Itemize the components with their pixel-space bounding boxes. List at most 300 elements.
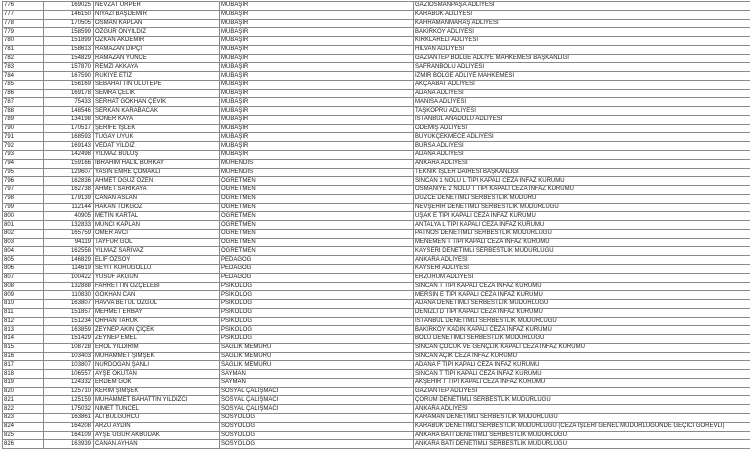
cell-office: ANKARA ADLİYESİ <box>414 159 750 168</box>
cell-office: TAŞKÖPRÜ ADLİYESİ <box>414 107 750 116</box>
cell-office: MANİSA ADLİYESİ <box>414 98 750 107</box>
cell-row_no: 803 <box>3 238 44 247</box>
cell-name: REMZİ AKKAYA <box>94 63 220 72</box>
cell-id: 163861 <box>44 413 94 422</box>
cell-name: EROL YILDIRIM <box>94 343 220 352</box>
cell-title: MÜBAŞİR <box>220 63 414 72</box>
cell-row_no: 823 <box>3 413 44 422</box>
cell-id: 165759 <box>44 229 94 238</box>
cell-row_no: 792 <box>3 142 44 151</box>
cell-id: 114619 <box>44 264 94 273</box>
cell-id: 163807 <box>44 300 94 309</box>
cell-office: ADANA ADLİYESİ <box>414 151 750 160</box>
cell-id: 146829 <box>44 256 94 265</box>
cell-name: MÜNCİ KAPLAN <box>94 221 220 230</box>
cell-title: MÜBAŞİR <box>220 37 414 46</box>
cell-title: ÖĞRETMEN <box>220 186 414 195</box>
cell-name: YILMAZ SARIVAZ <box>94 247 220 256</box>
cell-row_no: 793 <box>3 151 44 160</box>
cell-office: NEVŞEHİR DENETİMLİ SERBESTLİK MÜDÜRLÜĞÜ <box>414 203 750 212</box>
table-row <box>3 440 750 449</box>
cell-office: BURSA ADLİYESİ <box>414 142 750 151</box>
cell-row_no: 817 <box>3 361 44 370</box>
table-row <box>3 54 750 63</box>
cell-office: ANKARA ADLİYESİ <box>414 256 750 265</box>
cell-id: 134198 <box>44 115 94 124</box>
cell-name: ELİF ÖZSOY <box>94 256 220 265</box>
cell-id: 142498 <box>44 151 94 160</box>
cell-name: ERDEM GÖK <box>94 378 220 387</box>
table-row <box>3 317 750 326</box>
cell-id: 108728 <box>44 343 94 352</box>
cell-name: VEDAT YILDIZ <box>94 142 220 151</box>
cell-name: YASİN EMRE ÇÖMAKLI <box>94 168 220 177</box>
cell-name: SEYİT KURUGÖLLÜ <box>94 264 220 273</box>
cell-id: 110830 <box>44 291 94 300</box>
cell-id: 148546 <box>44 107 94 116</box>
cell-id: 156169 <box>44 80 94 89</box>
cell-title: MÜBAŞİR <box>220 19 414 28</box>
table-row <box>3 19 750 28</box>
cell-name: AHMET SARIKAYA <box>94 186 220 195</box>
cell-office: DENİZLİ D TİPİ KAPALI CEZA İNFAZ KURUMU <box>414 308 750 317</box>
cell-row_no: 801 <box>3 221 44 230</box>
cell-row_no: 782 <box>3 54 44 63</box>
table-row <box>3 177 750 186</box>
cell-office: ADANA ADLİYESİ <box>414 89 750 98</box>
cell-office: GAZİOSMANPAŞA ADLİYESİ <box>414 2 750 11</box>
table-row <box>3 203 750 212</box>
cell-title: MÜBAŞİR <box>220 54 414 63</box>
cell-office: DÜZCE DENETİMLİ SERBESTLİK MÜDÜRÜ <box>414 194 750 203</box>
cell-id: 103403 <box>44 352 94 361</box>
cell-name: ALİ BULGURCU <box>94 413 220 422</box>
cell-row_no: 826 <box>3 440 44 449</box>
cell-name: ORHAN TARUK <box>94 317 220 326</box>
cell-office: İSTANBUL DENETİMLİ SERBESTLİK MÜDÜRLÜĞÜ <box>414 317 750 326</box>
table-row <box>3 352 750 361</box>
cell-name: AHMET OĞUZ ÖZEN <box>94 177 220 186</box>
cell-id: 163859 <box>44 326 94 335</box>
cell-id: 158613 <box>44 45 94 54</box>
cell-office: SİNCAN T TİPİ KAPALI CEZA İNFAZ KURUMU <box>414 282 750 291</box>
table-row <box>3 308 750 317</box>
cell-office: SİNCAN ÇOCUK VE GENÇLİK KAPALI CEZA İNFAZ KURUMU <box>414 343 750 352</box>
cell-title: SAĞLIK MEMURU <box>220 361 414 370</box>
cell-name: ZEYNEP EMEL <box>94 335 220 344</box>
cell-title: PEDAGOG <box>220 256 414 265</box>
cell-id: 129607 <box>44 168 94 177</box>
table-row <box>3 273 750 282</box>
cell-office: BAKIRKÖY ADLİYESİ <box>414 28 750 37</box>
cell-name: ŞERİFE İŞLEK <box>94 124 220 133</box>
cell-name: NİMET TUNCEL <box>94 405 220 414</box>
cell-row_no: 807 <box>3 273 44 282</box>
cell-name: SEMRA ÇELİK <box>94 89 220 98</box>
table-row <box>3 264 750 273</box>
cell-title: MÜBAŞİR <box>220 115 414 124</box>
cell-id: 75433 <box>44 98 94 107</box>
cell-title: PSİKOLOG <box>220 282 414 291</box>
cell-row_no: 819 <box>3 378 44 387</box>
cell-title: MÜBAŞİR <box>220 98 414 107</box>
cell-row_no: 794 <box>3 159 44 168</box>
cell-name: İBRAHİM HALİL BURKAY <box>94 159 220 168</box>
cell-name: FAHRETTİN ÖZÇELEBİ <box>94 282 220 291</box>
cell-name: YUSUF AKGÜN <box>94 273 220 282</box>
table-row <box>3 396 750 405</box>
cell-name: YILMAZ BULUŞ <box>94 151 220 160</box>
cell-office: HİLVAN ADLİYESİ <box>414 45 750 54</box>
cell-name: TUĞAY UYUK <box>94 133 220 142</box>
cell-office: UŞAK E TİPİ KAPALI CEZA İNFAZ KURUMU <box>414 212 750 221</box>
cell-row_no: 822 <box>3 405 44 414</box>
cell-name: CANAN ASLAN <box>94 194 220 203</box>
table-row <box>3 133 750 142</box>
cell-name: SEBAHATTİN ULUTEPE <box>94 80 220 89</box>
cell-id: 163939 <box>44 440 94 449</box>
cell-office: KAYSERİ ADLİYESİ <box>414 264 750 273</box>
table-row <box>3 168 750 177</box>
cell-title: MÜBAŞİR <box>220 124 414 133</box>
cell-office: KARABÜK DENETİMLİ SERBESTLİK MÜDÜRLÜĞÜ (CEZA İŞLERİ GENEL MÜDÜRLÜĞÜNDE GEÇİCİ GÖREVLİ) <box>414 422 750 431</box>
table-row <box>3 98 750 107</box>
cell-title: MÜBAŞİR <box>220 151 414 160</box>
cell-name: RAMAZAN DİPÇİ <box>94 45 220 54</box>
cell-row_no: 796 <box>3 177 44 186</box>
cell-row_no: 783 <box>3 63 44 72</box>
cell-title: PSİKOLOG <box>220 317 414 326</box>
cell-title: ÖĞRETMEN <box>220 203 414 212</box>
cell-id: 124332 <box>44 378 94 387</box>
cell-title: MÜBAŞİR <box>220 80 414 89</box>
cell-title: MÜBAŞİR <box>220 107 414 116</box>
cell-title: PSİKOLOG <box>220 300 414 309</box>
cell-id: 94119 <box>44 238 94 247</box>
cell-title: SAĞLIK MEMURU <box>220 343 414 352</box>
cell-office: ADANA DENETİMLİ SERBESTLİK MÜDÜRLÜĞÜ <box>414 300 750 309</box>
table-row <box>3 115 750 124</box>
cell-name: ARZU AYDIN <box>94 422 220 431</box>
cell-office: SİNCAN 1 NOLU L TİPİ KAPALI CEZA İNFAZ KURUMU <box>414 177 750 186</box>
cell-id: 164208 <box>44 422 94 431</box>
cell-row_no: 795 <box>3 168 44 177</box>
cell-title: SOSYAL ÇALIŞMACI <box>220 387 414 396</box>
table-row <box>3 37 750 46</box>
cell-id: 169143 <box>44 142 94 151</box>
cell-row_no: 821 <box>3 396 44 405</box>
table-row <box>3 89 750 98</box>
cell-id: 167590 <box>44 72 94 81</box>
table-row <box>3 10 750 19</box>
cell-row_no: 784 <box>3 72 44 81</box>
cell-row_no: 809 <box>3 291 44 300</box>
cell-title: SAĞLIK MEMURU <box>220 352 414 361</box>
table-row <box>3 212 750 221</box>
cell-row_no: 812 <box>3 317 44 326</box>
table-row <box>3 2 750 11</box>
cell-name: TAYFUR GÖL <box>94 238 220 247</box>
table-row <box>3 405 750 414</box>
cell-id: 175032 <box>44 405 94 414</box>
table-row <box>3 159 750 168</box>
cell-id: 106557 <box>44 370 94 379</box>
cell-title: SOSYOLOG <box>220 422 414 431</box>
cell-name: KERİM ŞİMŞEK <box>94 387 220 396</box>
cell-name: GÖKHAN CAN <box>94 291 220 300</box>
cell-office: ÇORUM DENETİMLİ SERBESTLİK MÜDÜRLÜĞÜ <box>414 396 750 405</box>
cell-office: AKÇAABAT ADLİYESİ <box>414 80 750 89</box>
cell-row_no: 777 <box>3 10 44 19</box>
cell-title: ÖĞRETMEN <box>220 212 414 221</box>
cell-id: 170505 <box>44 19 94 28</box>
cell-office: GAZİANTEP BÖLGE ADLİYE MAHKEMESİ BAŞKANLIĞI <box>414 54 750 63</box>
cell-row_no: 814 <box>3 335 44 344</box>
cell-name: RUKİYE ETİZ <box>94 72 220 81</box>
cell-office: ERZURUM ADLİYESİ <box>414 273 750 282</box>
cell-office: AKŞEHİR T TİPİ KAPALI CEZA İNFAZ KURUMU <box>414 378 750 387</box>
cell-id: 162836 <box>44 177 94 186</box>
personnel-table <box>2 1 750 449</box>
cell-row_no: 799 <box>3 203 44 212</box>
cell-row_no: 789 <box>3 115 44 124</box>
cell-row_no: 798 <box>3 194 44 203</box>
cell-office: MERSİN E TİPİ KAPALI CEZA İNFAZ KURUMU <box>414 291 750 300</box>
table-row <box>3 247 750 256</box>
cell-row_no: 788 <box>3 107 44 116</box>
cell-name: CANAN AYHAN <box>94 440 220 449</box>
cell-title: ÖĞRETMEN <box>220 247 414 256</box>
table-row <box>3 80 750 89</box>
cell-title: MÜHENDİS <box>220 159 414 168</box>
cell-row_no: 808 <box>3 282 44 291</box>
cell-name: HAVVA BETÜL ÖZGÜL <box>94 300 220 309</box>
table-row <box>3 378 750 387</box>
cell-title: PSİKOLOG <box>220 335 414 344</box>
cell-name: ÖZKAN AKDEMİR <box>94 37 220 46</box>
cell-office: SİNCAN T TİPİ KAPALI CEZA İNFAZ KURUMU <box>414 370 750 379</box>
table-row <box>3 142 750 151</box>
table-row <box>3 229 750 238</box>
cell-id: 125159 <box>44 396 94 405</box>
cell-title: MÜBAŞİR <box>220 72 414 81</box>
cell-id: 100422 <box>44 273 94 282</box>
cell-office: OSMANİYE 2 NOLU T TİPİ KAPALI CEZA İNFAZ KURUMU <box>414 186 750 195</box>
cell-name: NEVZAT URPER <box>94 2 220 11</box>
cell-row_no: 816 <box>3 352 44 361</box>
cell-row_no: 818 <box>3 370 44 379</box>
cell-title: SOSYOLOG <box>220 431 414 440</box>
cell-row_no: 825 <box>3 431 44 440</box>
cell-name: RAMAZAN YUNCE <box>94 54 220 63</box>
cell-id: 132833 <box>44 221 94 230</box>
cell-name: ZEYNEP AKIN ÇİÇEK <box>94 326 220 335</box>
cell-title: MÜBAŞİR <box>220 45 414 54</box>
cell-row_no: 790 <box>3 124 44 133</box>
cell-title: ÖĞRETMEN <box>220 221 414 230</box>
table-row <box>3 221 750 230</box>
cell-row_no: 806 <box>3 264 44 273</box>
cell-title: SAYMAN <box>220 378 414 387</box>
personnel-table-body <box>3 2 750 449</box>
table-row <box>3 186 750 195</box>
table-row <box>3 124 750 133</box>
cell-title: ÖĞRETMEN <box>220 238 414 247</box>
cell-id: 162738 <box>44 186 94 195</box>
cell-name: OSMAN KAPLAN <box>94 19 220 28</box>
cell-title: ÖĞRETMEN <box>220 177 414 186</box>
cell-row_no: 802 <box>3 229 44 238</box>
cell-office: MENEMEN T TİPİ KAPALI CEZA İNFAZ KURUMU <box>414 238 750 247</box>
cell-id: 151899 <box>44 37 94 46</box>
cell-name: SERKAN KARABACAK <box>94 107 220 116</box>
cell-title: PSİKOLOG <box>220 308 414 317</box>
cell-title: SOSYOLOG <box>220 440 414 449</box>
cell-office: BOLU DENETİMLİ SERBESTLİK MÜDÜRLÜĞÜ <box>414 335 750 344</box>
cell-id: 169025 <box>44 2 94 11</box>
table-row <box>3 63 750 72</box>
cell-title: MÜBAŞİR <box>220 2 414 11</box>
cell-name: MUHAMMET ŞİMŞEK <box>94 352 220 361</box>
cell-name: SERHAT GÖKHAN ÇEVİK <box>94 98 220 107</box>
cell-row_no: 820 <box>3 387 44 396</box>
cell-office: KAHRAMANMARAŞ ADLİYESİ <box>414 19 750 28</box>
cell-title: PEDAGOG <box>220 273 414 282</box>
cell-name: HAKAN TOKGÖZ <box>94 203 220 212</box>
cell-id: 179139 <box>44 194 94 203</box>
cell-row_no: 779 <box>3 28 44 37</box>
cell-office: PATNOS DENETİMLİ SERBESTLİK MÜDÜRLÜĞÜ <box>414 229 750 238</box>
cell-office: BÜYÜKÇEKMECE ADLİYESİ <box>414 133 750 142</box>
cell-name: ÖMER AVCI <box>94 229 220 238</box>
cell-id: 164109 <box>44 431 94 440</box>
table-row <box>3 335 750 344</box>
cell-name: NİYAZİ BAŞDEMİR <box>94 10 220 19</box>
cell-office: ANKARA BATI DENETİMLİ SERBESTLİK MÜDÜRLÜĞÜ <box>414 440 750 449</box>
table-row <box>3 422 750 431</box>
cell-office: KAYSERİ DENETİMLİ SERBESTLİK MÜDÜRLÜĞÜ <box>414 247 750 256</box>
cell-row_no: 800 <box>3 212 44 221</box>
cell-row_no: 805 <box>3 256 44 265</box>
cell-row_no: 824 <box>3 422 44 431</box>
cell-row_no: 791 <box>3 133 44 142</box>
cell-row_no: 780 <box>3 37 44 46</box>
cell-office: ANKARA BATI DENETİMLİ SERBESTLİK MÜDÜRLÜĞÜ <box>414 431 750 440</box>
cell-office: SAFRANBOLU ADLİYESİ <box>414 63 750 72</box>
cell-name: AYŞE UĞUR AKBUDAK <box>94 431 220 440</box>
cell-id: 125710 <box>44 387 94 396</box>
cell-id: 168593 <box>44 133 94 142</box>
cell-office: TEKNİK İŞLER DAİRESİ BAŞKANLIĞI <box>414 168 750 177</box>
cell-id: 103807 <box>44 361 94 370</box>
table-row <box>3 370 750 379</box>
table-row <box>3 194 750 203</box>
cell-row_no: 810 <box>3 300 44 309</box>
cell-id: 151857 <box>44 308 94 317</box>
cell-name: MEHMET ERBAY <box>94 308 220 317</box>
cell-row_no: 781 <box>3 45 44 54</box>
cell-name: NURDOĞAN ŞANLI <box>94 361 220 370</box>
cell-name: AYŞE OKUTAN <box>94 370 220 379</box>
table-row <box>3 387 750 396</box>
cell-id: 151234 <box>44 317 94 326</box>
table-row <box>3 72 750 81</box>
table-row <box>3 300 750 309</box>
table-row <box>3 326 750 335</box>
table-row <box>3 256 750 265</box>
cell-id: 146150 <box>44 10 94 19</box>
cell-title: SOSYOLOG <box>220 413 414 422</box>
cell-office: GAZİANTEP ADLİYESİ <box>414 387 750 396</box>
table-row <box>3 291 750 300</box>
table-row <box>3 238 750 247</box>
cell-office: İSTANBUL ANADOLU ADLİYESİ <box>414 115 750 124</box>
cell-title: SOSYAL ÇALIŞMACI <box>220 405 414 414</box>
table-row <box>3 45 750 54</box>
table-row <box>3 151 750 160</box>
cell-title: MÜBAŞİR <box>220 10 414 19</box>
cell-row_no: 804 <box>3 247 44 256</box>
cell-title: MÜBAŞİR <box>220 28 414 37</box>
cell-id: 162558 <box>44 247 94 256</box>
cell-id: 158599 <box>44 28 94 37</box>
cell-row_no: 785 <box>3 80 44 89</box>
cell-name: SONER KAYA <box>94 115 220 124</box>
cell-office: BAKIRKÖY KADIN KAPALI CEZA İNFAZ KURUMU <box>414 326 750 335</box>
table-row <box>3 28 750 37</box>
cell-row_no: 786 <box>3 89 44 98</box>
cell-office: ANTALYA L TİPİ KAPALI CEZA İNFAZ KURUMU <box>414 221 750 230</box>
cell-title: ÖĞRETMEN <box>220 194 414 203</box>
cell-office: ÖDEMİŞ ADLİYESİ <box>414 124 750 133</box>
cell-title: MÜBAŞİR <box>220 142 414 151</box>
table-row <box>3 343 750 352</box>
cell-id: 132888 <box>44 282 94 291</box>
cell-name: MUHAMMET BAHATTİN YILDIZCI <box>94 396 220 405</box>
cell-title: SOSYAL ÇALIŞMACI <box>220 396 414 405</box>
cell-row_no: 813 <box>3 326 44 335</box>
cell-row_no: 787 <box>3 98 44 107</box>
cell-id: 157870 <box>44 63 94 72</box>
cell-row_no: 778 <box>3 19 44 28</box>
cell-row_no: 797 <box>3 186 44 195</box>
cell-title: MÜBAŞİR <box>220 133 414 142</box>
cell-row_no: 776 <box>3 2 44 11</box>
cell-title: PEDAGOG <box>220 264 414 273</box>
cell-office: ADANA F TİPİ KAPALI CEZA İNFAZ KURUMU <box>414 361 750 370</box>
cell-office: SİNCAN AÇIK CEZA İNFAZ KURUMU <box>414 352 750 361</box>
cell-id: 159166 <box>44 159 94 168</box>
cell-title: PSİKOLOG <box>220 326 414 335</box>
cell-title: PSİKOLOG <box>220 291 414 300</box>
cell-id: 169178 <box>44 89 94 98</box>
cell-id: 170517 <box>44 124 94 133</box>
cell-id: 154829 <box>44 54 94 63</box>
cell-name: METİN KARTAL <box>94 212 220 221</box>
table-row <box>3 361 750 370</box>
cell-id: 112144 <box>44 203 94 212</box>
cell-title: ÖĞRETMEN <box>220 229 414 238</box>
cell-title: MÜHENDİS <box>220 168 414 177</box>
cell-row_no: 811 <box>3 308 44 317</box>
cell-name: ÖZGÜR ÖNYILDIZ <box>94 28 220 37</box>
cell-office: KARABÜK ADLİYESİ <box>414 10 750 19</box>
cell-title: MÜBAŞİR <box>220 89 414 98</box>
cell-office: KIRKLARELİ ADLİYESİ <box>414 37 750 46</box>
table-row <box>3 413 750 422</box>
cell-id: 40905 <box>44 212 94 221</box>
table-row <box>3 282 750 291</box>
